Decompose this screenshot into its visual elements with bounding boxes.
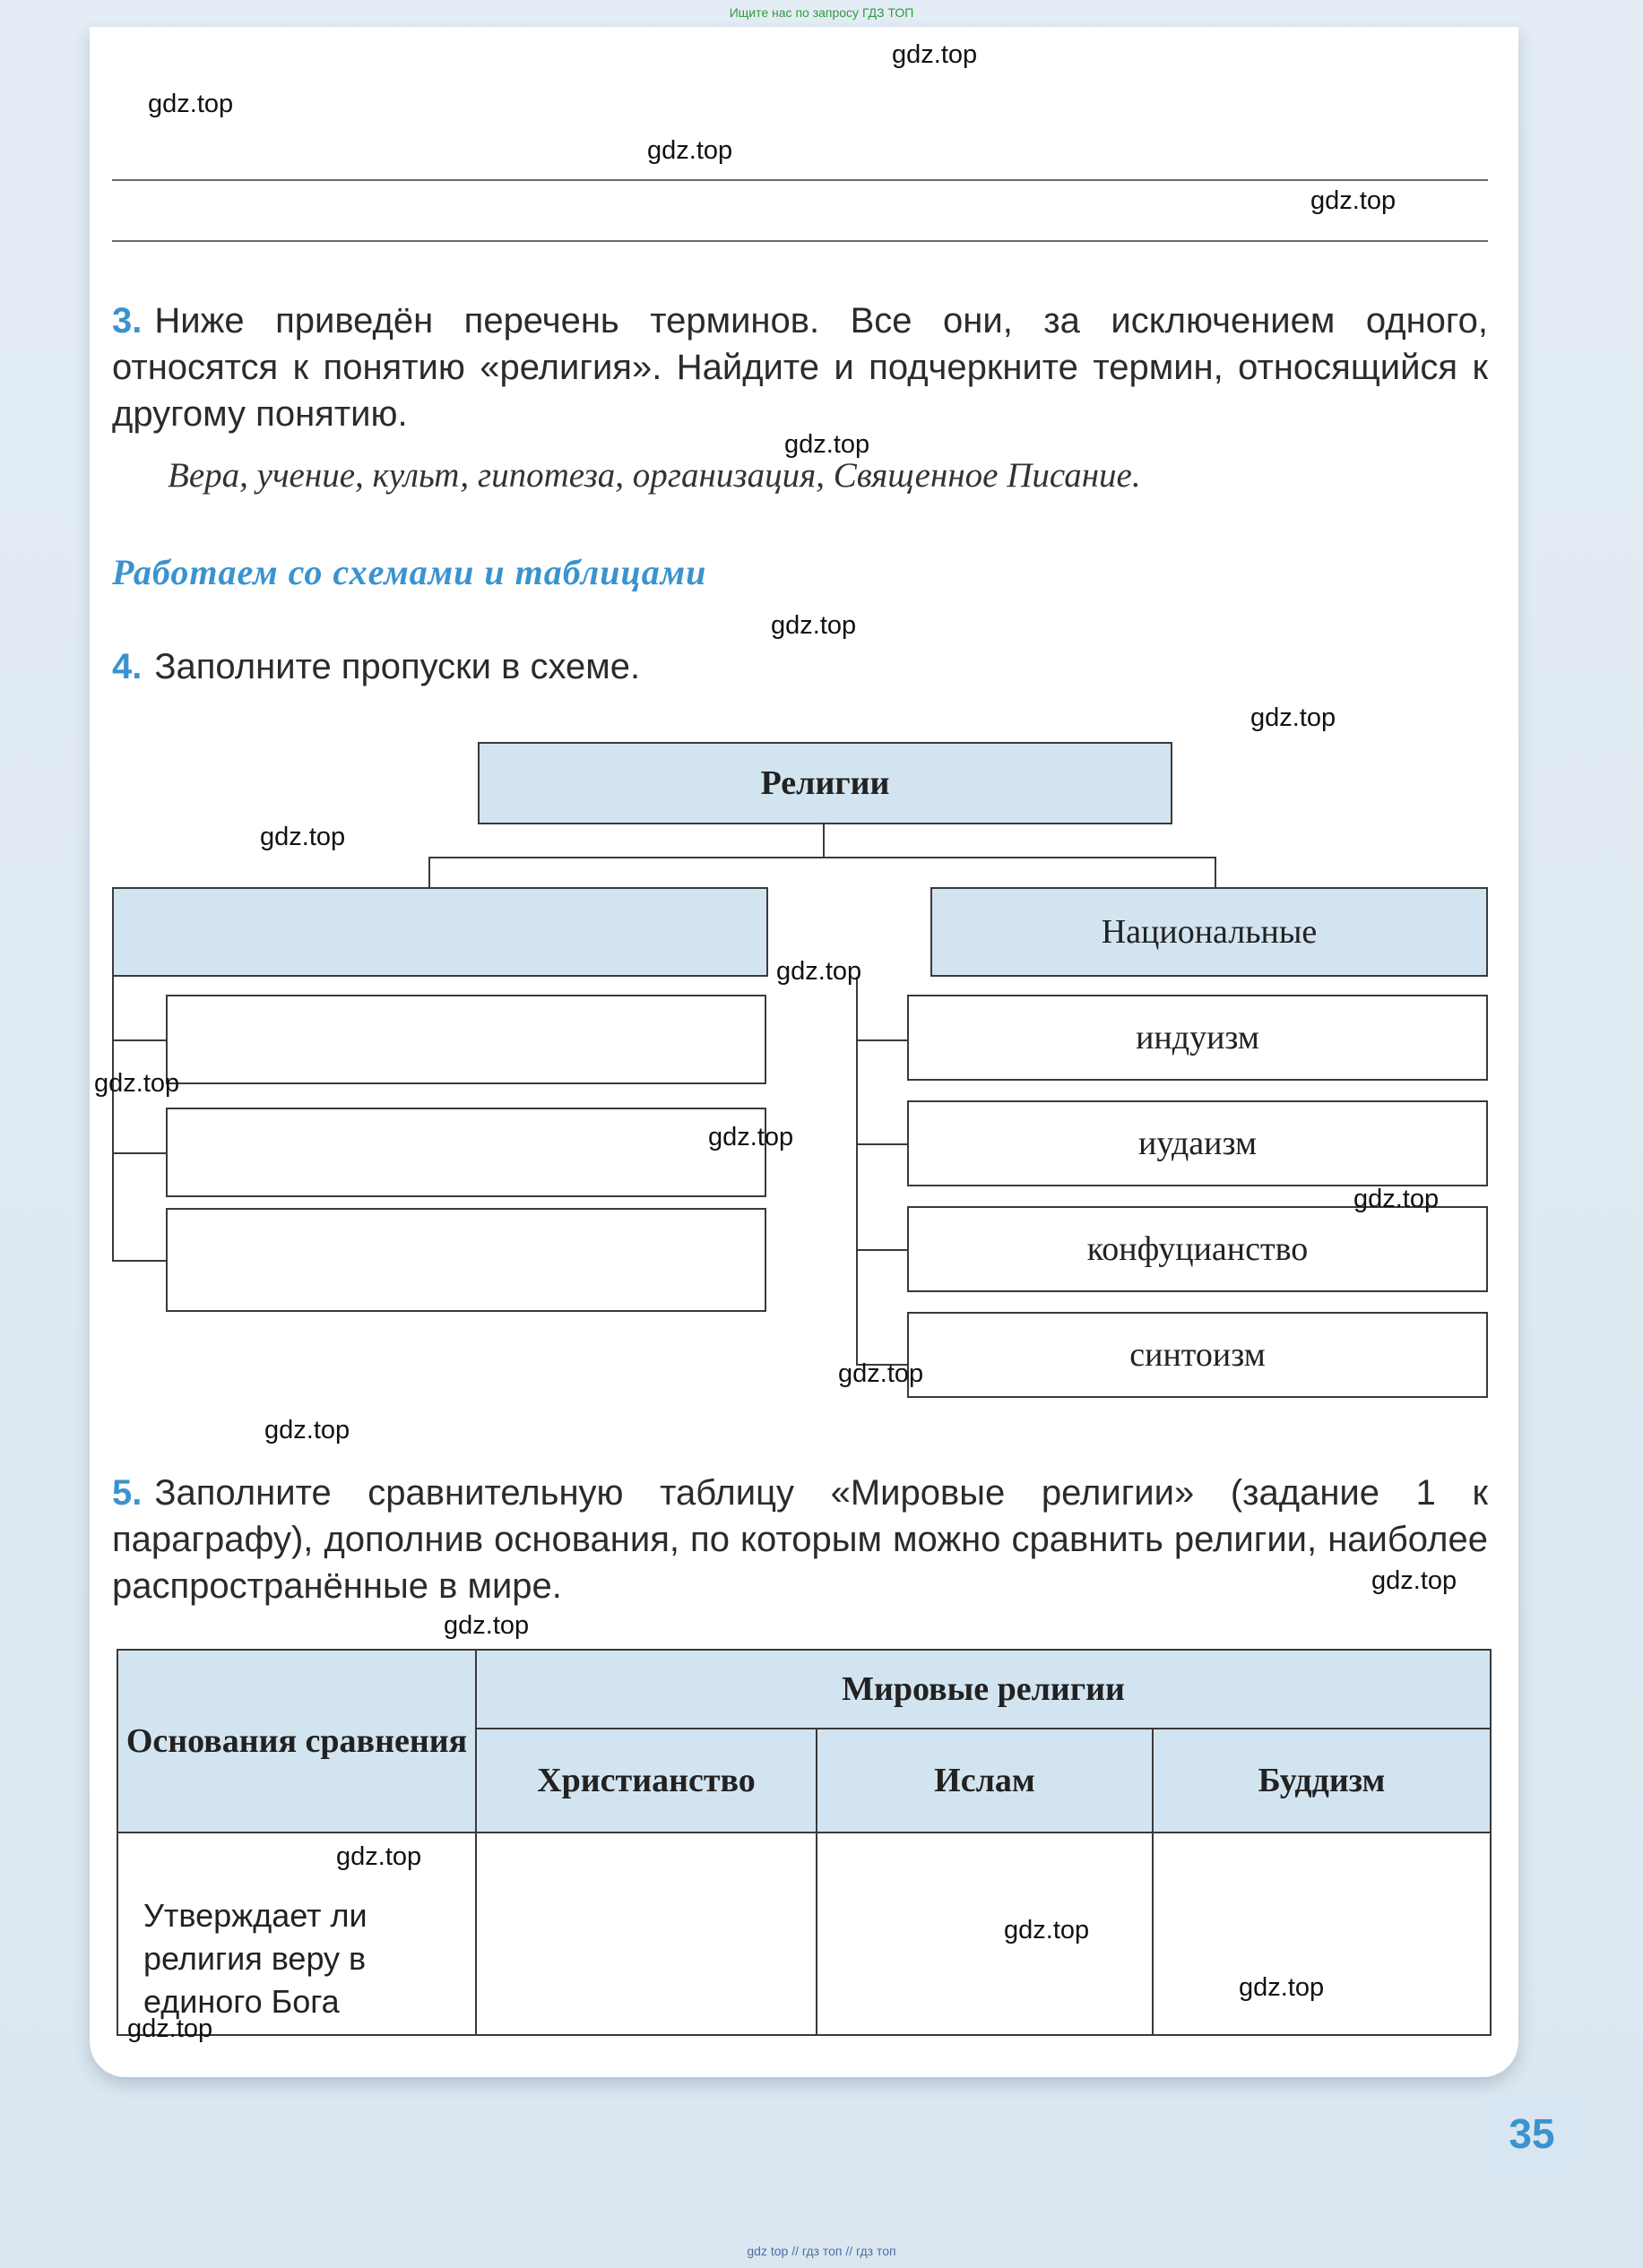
watermark-text: gdz.top: [771, 611, 857, 640]
scheme-connector: [112, 977, 114, 1262]
scheme-connector: [856, 1143, 908, 1145]
scheme-right-branch-box: [930, 887, 1488, 977]
site-bottom-note: gdz top // гдз топ // гдз топ: [747, 2244, 896, 2258]
watermark-text: gdz.top: [1004, 1916, 1090, 1945]
scheme-right-item-box: [907, 1100, 1488, 1186]
table-column-header-label: Ислам: [934, 1762, 1035, 1799]
scheme-connector: [1215, 857, 1216, 889]
scheme-connector: [856, 1039, 908, 1041]
scheme-right-item-box: [907, 1206, 1488, 1292]
scheme-left-item-box[interactable]: [166, 1108, 766, 1197]
watermark-text: gdz.top: [1353, 1185, 1440, 1213]
watermark-text: gdz.top: [127, 2014, 213, 2043]
scheme-right-item-label: синтоизм: [1129, 1336, 1266, 1374]
site-top-note: Ищите нас по запросу ГДЗ ТОП: [729, 5, 914, 20]
watermark-text: gdz.top: [1239, 1973, 1325, 2002]
watermark-text: gdz.top: [1250, 703, 1336, 732]
scheme-left-branch-box[interactable]: [112, 887, 768, 977]
table-answer-cell[interactable]: [817, 1833, 1153, 2035]
scheme-right-item-label: индуизм: [1136, 1019, 1259, 1056]
table-column-header: [1153, 1729, 1491, 1833]
watermark-text: gdz.top: [1371, 1566, 1457, 1595]
watermark-text: gdz.top: [784, 430, 870, 459]
table-column-header-label: Христианство: [537, 1762, 756, 1799]
table-answer-cell[interactable]: [476, 1833, 817, 2035]
scheme-right-item-box: [907, 1312, 1488, 1398]
watermark-text: gdz.top: [708, 1123, 794, 1151]
scheme-connector: [856, 977, 858, 1366]
task-3-terms: Вера, учение, культ, гипотеза, организация, Священное Писание.: [168, 456, 1141, 495]
scheme-connector: [428, 857, 1216, 858]
section-heading: Работаем со схемами и таблицами: [112, 552, 707, 592]
watermark-text: gdz.top: [647, 136, 733, 165]
scheme-root-label: Религии: [760, 764, 890, 802]
table-answer-cell[interactable]: [1153, 1833, 1491, 2035]
task-5-number: 5.: [112, 1473, 143, 1513]
scheme-connector: [112, 1039, 168, 1041]
task-4-text: Заполните пропуски в схеме.: [154, 647, 641, 686]
table-column-header-label: Буддизм: [1258, 1762, 1386, 1799]
table-row: [117, 1833, 1491, 2035]
scheme-left-item-box[interactable]: [166, 1208, 766, 1312]
table-column-header: [476, 1729, 817, 1833]
scheme-connector: [112, 1152, 168, 1154]
watermark-text: gdz.top: [444, 1611, 530, 1640]
scheme-connector: [823, 824, 825, 857]
task-4: [112, 643, 1488, 690]
task-3: [112, 298, 1488, 437]
watermark-text: gdz.top: [1310, 186, 1397, 215]
table-basis-label: Утверждает ли религия веру в единого Бога: [143, 1897, 368, 2020]
task-5-text: Заполните сравнительную таблицу «Мировые религии» (задание 1 к параграфу), дополнив основания, по которым можно сравнить религии, наиболее распространённые в мире.: [112, 1473, 1488, 1606]
answer-line-2: [112, 240, 1488, 242]
watermark-text: gdz.top: [336, 1842, 422, 1871]
scheme-right-item-label: иудаизм: [1138, 1125, 1257, 1162]
watermark-text: gdz.top: [260, 823, 346, 851]
task-4-number: 4.: [112, 647, 143, 686]
scheme-right-branch-label: Национальные: [1101, 913, 1318, 951]
scheme-right-item-label: конфуцианство: [1086, 1230, 1309, 1268]
task-3-number: 3.: [112, 301, 143, 341]
answer-line-1: [112, 179, 1488, 181]
table-basis-header: [117, 1650, 476, 1833]
table-basis-cell: [117, 1833, 476, 2035]
table-basis-header-label: Основания сравнения: [125, 1722, 468, 1760]
watermark-text: gdz.top: [94, 1069, 180, 1098]
table-column-header: [817, 1729, 1153, 1833]
watermark-text: gdz.top: [838, 1359, 924, 1388]
watermark-text: gdz.top: [776, 957, 862, 986]
scheme-left-item-box[interactable]: [166, 995, 766, 1084]
watermark-text: gdz.top: [264, 1416, 350, 1444]
table-group-header: [476, 1650, 1491, 1729]
task-3-text: Ниже приведён перечень терминов. Все они, за исключением одного, относятся к понятию «религия». Найдите и подчеркните термин, относящийся к другому понятию.: [112, 301, 1488, 434]
page-number: 35: [1509, 2110, 1555, 2157]
scheme-right-item-box: [907, 995, 1488, 1081]
scheme-connector: [428, 857, 430, 889]
page-number-badge: [1479, 2092, 1585, 2175]
scheme-connector: [856, 1249, 908, 1251]
table-group-header-label: Мировые религии: [842, 1670, 1125, 1708]
task-5: [112, 1470, 1488, 1609]
scheme-root-box: [478, 742, 1172, 824]
watermark-text: gdz.top: [892, 40, 978, 69]
scheme-connector: [112, 1260, 168, 1262]
watermark-text: gdz.top: [148, 90, 234, 118]
